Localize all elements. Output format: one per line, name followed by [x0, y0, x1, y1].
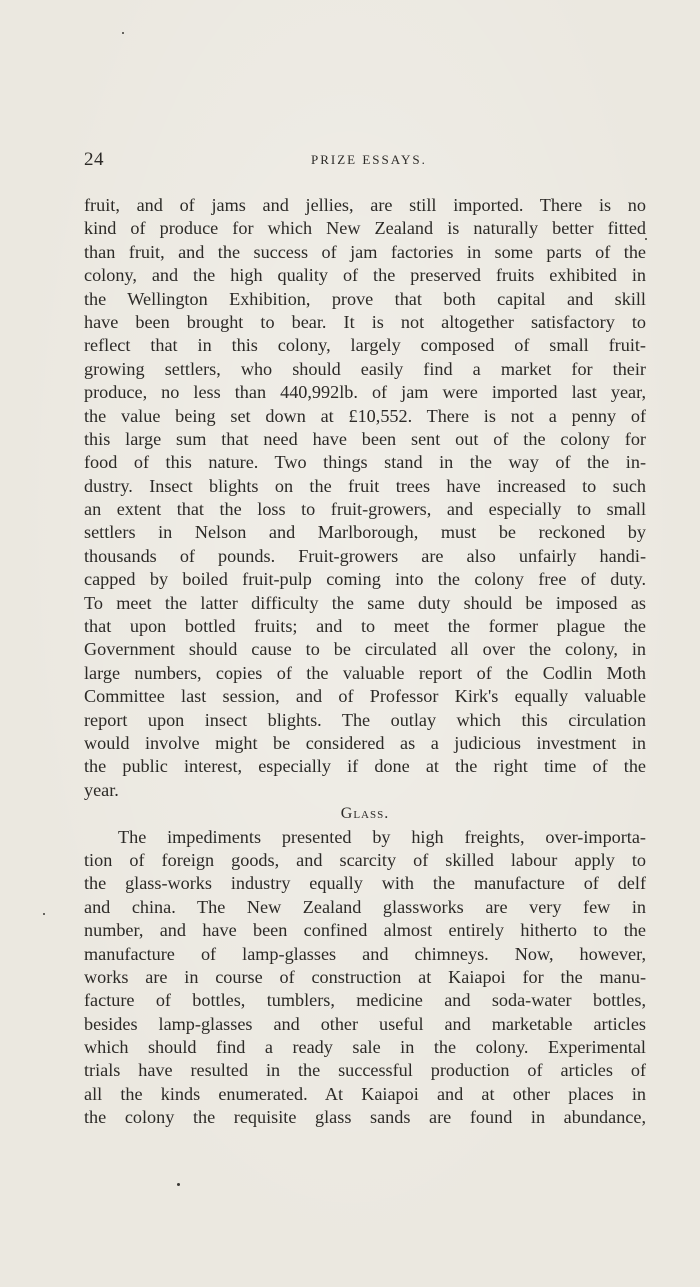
text-line: tion of foreign goods, and scarcity of skilled labour apply to [84, 849, 646, 870]
section-heading-glass: Glass. [340, 805, 390, 823]
text-line: thousands of pounds. Fruit-growers are also unfairly handi- [84, 545, 646, 566]
text-line: would involve might be considered as a judicious investment in [84, 732, 646, 753]
text-line: have been brought to bear. It is not altogether satisfactory to [84, 311, 646, 332]
text-line: manufacture of lamp-glasses and chimneys. Now, however, [84, 943, 646, 964]
text-line: report upon insect blights. The outlay which this circulation [84, 709, 646, 730]
page-number: 24 [84, 149, 104, 170]
paper-speck [43, 913, 45, 915]
text-line: large numbers, copies of the valuable report of the Codlin Moth [84, 662, 646, 683]
paper-speck [122, 32, 124, 34]
text-line: The impediments presented by high freights, over-importa- [118, 826, 646, 847]
text-line: fruit, and of jams and jellies, are still imported. There is no [84, 195, 646, 215]
paragraph-glass [84, 826, 646, 1130]
text-line: an extent that the loss to fruit-growers, and especially to small [84, 499, 646, 520]
text-line: this large sum that need have been sent out of the colony for [84, 428, 646, 449]
text-line: To meet the latter difficulty the same duty should be imposed as [84, 592, 646, 613]
text-line: Committee last session, and of Professor Kirk's equally valuable [84, 686, 646, 707]
text-line: Government should cause to be circulated all over the colony, in [84, 639, 646, 660]
text-line: trials have resulted in the successful production of articles of [84, 1060, 646, 1081]
paragraph-fruit [84, 194, 646, 802]
text-line: the colony the requisite glass sands are found in abundance, [84, 1107, 646, 1128]
text-line: facture of bottles, tumblers, medicine and soda-water bottles, [84, 990, 646, 1011]
text-line: year. [84, 779, 119, 800]
running-title: PRIZE ESSAYS. [311, 152, 427, 167]
paper-speck [177, 1183, 180, 1186]
text-line: besides lamp-glasses and other useful and marketable articles [84, 1013, 646, 1034]
text-line: capped by boiled fruit-pulp coming into the colony free of duty. [84, 569, 646, 590]
text-line: all the kinds enumerated. At Kaiapoi and at other places in [84, 1083, 646, 1104]
paper-speck [645, 238, 647, 240]
text-line: dustry. Insect blights on the fruit trees have increased to such [84, 475, 646, 496]
body-text [84, 194, 646, 1130]
text-line: that upon bottled fruits; and to meet the former plague the [84, 616, 646, 637]
text-line: reflect that in this colony, largely composed of small fruit- [84, 335, 646, 356]
text-line: the value being set down at £10,552. There is not a penny of [84, 405, 646, 426]
text-line: which should find a ready sale in the colony. Experimental [84, 1037, 646, 1058]
text-line: the Wellington Exhibition, prove that both capital and skill [84, 288, 646, 309]
text-line: works are in course of construction at Kaiapoi for the manu- [84, 966, 646, 987]
text-line: colony, and the high quality of the preserved fruits exhibited in [84, 265, 646, 286]
text-line: kind of produce for which New Zealand is naturally better fitted [84, 218, 646, 239]
text-line: growing settlers, who should easily find a market for their [84, 358, 646, 379]
text-line: settlers in Nelson and Marlborough, must be reckoned by [84, 522, 646, 543]
text-line: and china. The New Zealand glassworks are very few in [84, 896, 646, 917]
text-line: food of this nature. Two things stand in the way of the in- [84, 452, 646, 473]
text-line: than fruit, and the success of jam factories in some parts of the [84, 241, 646, 262]
text-line: produce, no less than 440,992lb. of jam were imported last year, [84, 382, 646, 403]
text-line: the glass-works industry equally with the manufacture of delf [84, 873, 646, 894]
text-line: the public interest, especially if done at the right time of the [84, 756, 646, 777]
text-line: number, and have been confined almost entirely hitherto to the [84, 920, 646, 941]
running-head [84, 149, 640, 171]
